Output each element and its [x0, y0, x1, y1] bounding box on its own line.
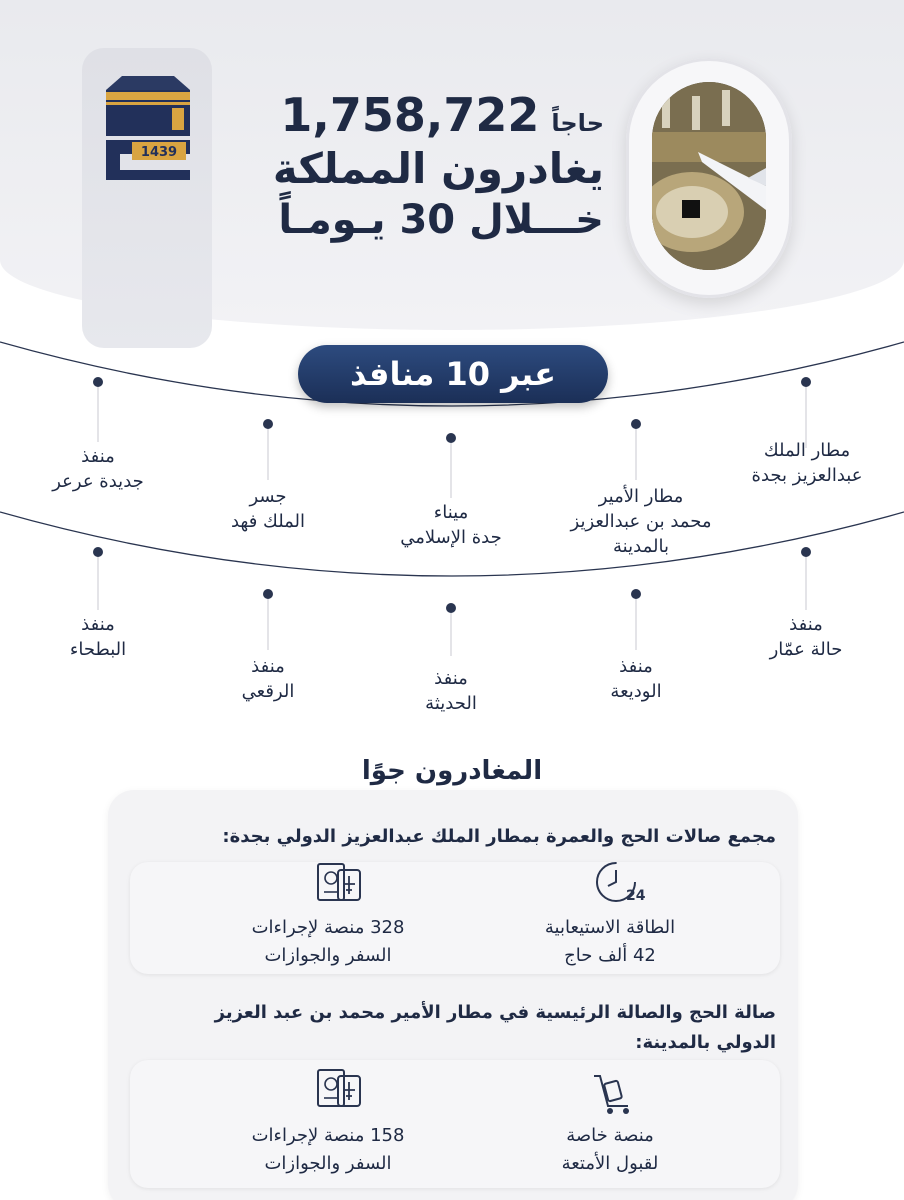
port-line: محمد بن عبدالعزيز — [570, 511, 712, 532]
port-line: الرقعي — [241, 681, 295, 702]
port-line: مطار الأمير — [598, 486, 684, 507]
port-line: جديدة عرعر — [52, 471, 144, 492]
jeddah-platforms-label: السفر والجوازات — [264, 945, 392, 966]
hajj-logo — [102, 68, 194, 184]
port-item — [173, 484, 363, 534]
capacity-label: الطاقة الاستيعابية — [544, 917, 676, 938]
port-line: ميناء — [433, 502, 469, 523]
madinah-heading — [136, 998, 776, 1058]
port-item — [3, 612, 193, 662]
headline-line2: يغادرون المملكة — [272, 144, 604, 193]
port-item — [541, 484, 741, 559]
luggage-trolley-icon — [588, 1070, 636, 1116]
jeddah-heading: مجمع صالات الحج والعمرة بمطار الملك عبدالعزيز الدولي بجدة: — [222, 826, 776, 847]
madinah-heading-line2: الدولي بالمدينة: — [635, 1032, 776, 1053]
port-item — [541, 654, 731, 704]
port-line: جسر — [249, 486, 287, 507]
port-line: مطار الملك — [763, 440, 851, 461]
luggage-label-2: لقبول الأمتعة — [561, 1153, 659, 1174]
port-line: حالة عمّار — [769, 639, 843, 660]
window-view-image — [652, 82, 766, 270]
passport-plane-icon — [312, 1066, 368, 1112]
pilgrim-unit: حاجاً — [551, 109, 604, 137]
madinah-platforms-value: 158 منصة لإجراءات — [251, 1125, 405, 1146]
port-line: منفذ — [81, 614, 115, 635]
port-item — [173, 654, 363, 704]
headline — [244, 88, 604, 243]
passport-plane-icon — [312, 860, 368, 906]
jeddah-platforms-stat — [218, 914, 438, 970]
ports-badge: عبر 10 منافذ — [298, 345, 608, 403]
madinah-heading-line1: صالة الحج والصالة الرئيسية في مطار الأمير محمد بن عبد العزيز — [214, 1002, 776, 1023]
port-item — [3, 444, 193, 494]
port-line: الملك فهد — [230, 511, 306, 532]
headline-line3: خـــلال 30 يـومـاً — [278, 197, 604, 243]
port-line: منفذ — [434, 668, 468, 689]
port-line: بالمدينة — [613, 536, 669, 557]
madinah-platforms-stat — [218, 1122, 438, 1178]
port-item — [712, 438, 902, 488]
port-line: البطحاء — [69, 639, 127, 660]
port-line: منفذ — [81, 446, 115, 467]
port-line: الحديثة — [425, 693, 477, 714]
svg-text:24: 24 — [626, 888, 646, 904]
port-item — [356, 500, 546, 550]
capacity-value: 42 ألف حاج — [564, 945, 656, 966]
kaaba-logo-icon — [102, 68, 194, 184]
port-item — [356, 666, 546, 716]
port-line: عبدالعزيز بجدة — [751, 465, 863, 486]
luggage-label-1: منصة خاصة — [566, 1125, 654, 1146]
port-line: منفذ — [251, 656, 285, 677]
luggage-stat — [500, 1122, 720, 1178]
clock-24-icon — [592, 858, 648, 908]
air-section-title: المغادرون جوًا — [361, 756, 543, 786]
pilgrim-count: 1,758,722 — [280, 88, 540, 142]
port-line: منفذ — [619, 656, 653, 677]
jeddah-platforms-value: 328 منصة لإجراءات — [251, 917, 405, 938]
capacity-stat — [500, 914, 720, 970]
port-line: الوديعة — [610, 681, 662, 702]
port-line: جدة الإسلامي — [400, 527, 502, 548]
madinah-platforms-label: السفر والجوازات — [264, 1153, 392, 1174]
port-item — [711, 612, 901, 662]
port-line: منفذ — [789, 614, 823, 635]
logo-year: 1439 — [140, 145, 178, 160]
